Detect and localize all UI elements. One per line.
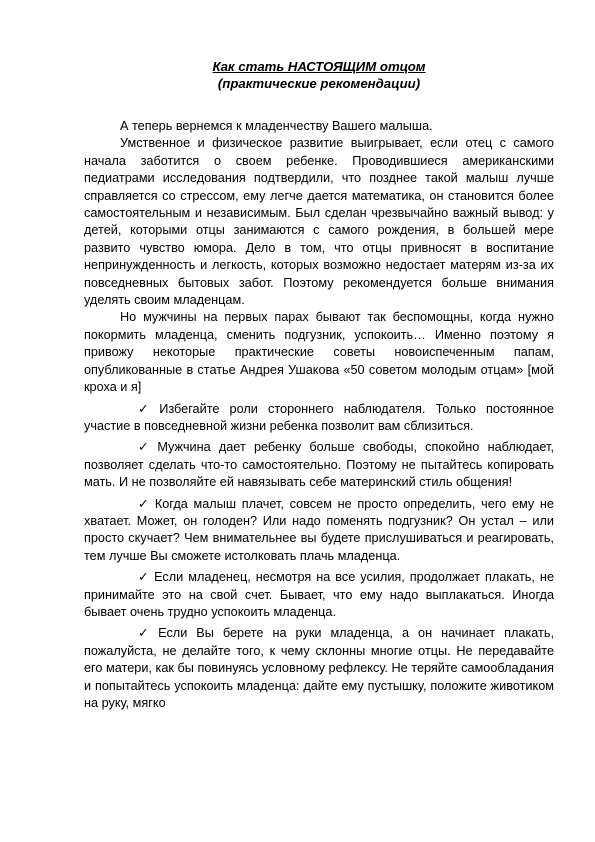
tip-text: Если Вы берете на руки младенца, а он начинает плакать, пожалуйста, не делайте того, к чему склонны многие отцы. Не передавайте его матери, как бы повинуясь условному рефлексу. Не теряйте самообладания и попытайтесь успокоить младенца: дайте ему пустышку, положите животиком на руку, мягко xyxy=(84,626,554,710)
tip-item xyxy=(84,569,554,621)
tip-text: Избегайте роли стороннего наблюдателя. Только постоянное участие в повседневной жизни ребенка позволит вам сблизиться. xyxy=(84,401,554,433)
tip-item xyxy=(84,496,554,566)
checkmark-icon: ✓ xyxy=(138,401,156,416)
tip-text: Когда малыш плачет, совсем не просто определить, чего ему не хватает. Может, он голоден? Или надо поменять подгузник? Он устал – или просто скучает? Чем внимательнее вы будете прислушиваться и реагировать, тем лучше Вы сможете истолковать плачь младенца. xyxy=(84,496,554,563)
paragraph-intro: А теперь вернемся к младенчеству Вашего малыша. xyxy=(120,119,433,133)
tip-item xyxy=(84,439,554,491)
checkmark-icon: ✓ xyxy=(138,570,151,585)
document-body xyxy=(84,118,554,712)
tip-item xyxy=(84,401,554,436)
tip-text: Если младенец, несмотря на все усилия, продолжает плакать, не принимайте это на свой счет. Бывает, что ему надо выплакаться. Иногда бывает очень трудно успокоить младенца. xyxy=(84,570,554,619)
tip-item xyxy=(84,625,554,712)
checkmark-icon: ✓ xyxy=(138,440,154,455)
document-page xyxy=(84,58,554,712)
paragraph-advice-intro: Но мужчины на первых парах бывают так беспомощны, когда нужно покормить младенца, сменить подгузник, успокоить… Именно поэтому я привожу некоторые практические советы новоиспеченным папам, опубликованные в статье Андрея Ушакова «50 советом молодым отцам» [мой кроха и я] xyxy=(84,310,554,395)
document-title xyxy=(84,58,554,92)
title-line-1: Как стать НАСТОЯЩИМ отцом xyxy=(212,59,426,74)
title-line-2: (практические рекомендации) xyxy=(217,76,421,91)
checkmark-icon: ✓ xyxy=(138,496,151,511)
checkmark-icon: ✓ xyxy=(138,626,155,641)
paragraph-development: Умственное и физическое развитие выигрывает, если отец с самого начала заботится о своем ребенке. Проводившиеся американскими педиатрами исследования подтвердили, что позднее такой малыш лучше справляется со стрессом, ему легче дается математика, он становится более самостоятельным и независимым. Был сделан чрезвычайно важный вывод: у детей, которыми отцы занимаются с самого рождения, в большей мере развито чувство юмора. Дело в том, что отцы привносят в воспитание непринужденность и легкость, которых возможно недостает матерям из-за их повседневных бытовых забот. Поэтому рекомендуется больше внимания уделять своим младенцам. xyxy=(84,136,554,308)
tip-text: Мужчина дает ребенку больше свободы, спокойно наблюдает, позволяет сделать что-то самостоятельно. Поэтому не пытайтесь копировать мать. И не позволяйте ей навязывать себе материнский стиль общения! xyxy=(84,440,554,490)
